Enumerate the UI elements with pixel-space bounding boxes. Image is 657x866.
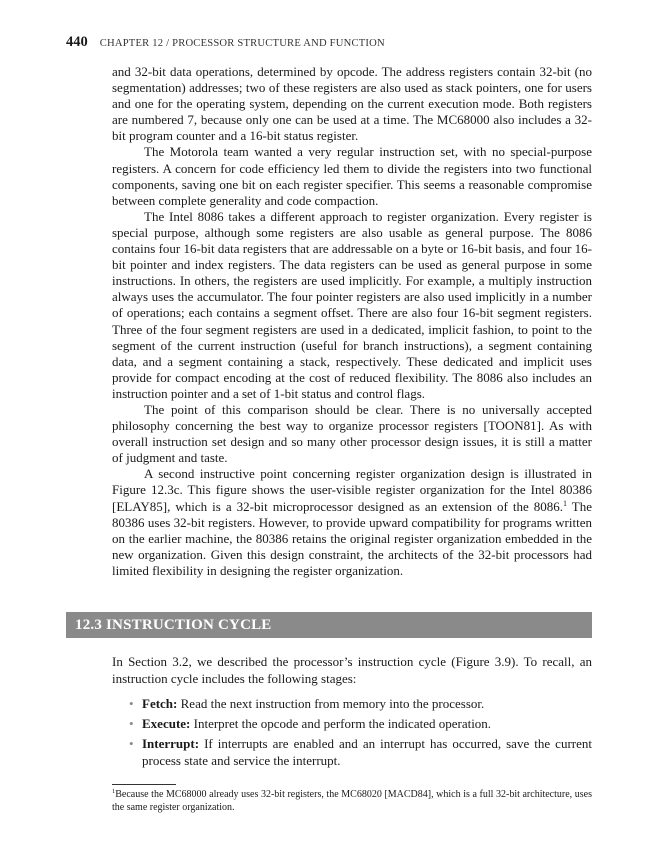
stage-description: Interpret the opcode and perform the indicated operation. bbox=[190, 716, 492, 731]
footnote-divider bbox=[112, 784, 176, 785]
bullet-icon: • bbox=[129, 696, 134, 711]
stage-term: Interrupt: bbox=[142, 736, 200, 751]
page-number: 440 bbox=[66, 34, 88, 50]
footnote-text: Because the MC68000 already uses 32-bit registers, the MC68020 [MACD84], which is a full 32-bit architecture, uses the same register organization. bbox=[112, 789, 592, 813]
section-body bbox=[112, 653, 592, 772]
paragraph-80386-text: A second instructive point concerning register organization design is illustrated in Figure 12.3c. This figure shows the user-visible register organization for the Intel 80386 [ELAY85], which is a 32-bit microprocessor designed as an extension of the 8086. bbox=[112, 466, 592, 514]
stage-description: Read the next instruction from memory into the processor. bbox=[177, 696, 485, 711]
stage-term: Fetch: bbox=[142, 696, 178, 711]
body-text bbox=[112, 64, 592, 579]
footnote bbox=[112, 789, 592, 814]
footnote-mark: 1 bbox=[112, 788, 116, 795]
paragraph-comparison: The point of this comparison should be clear. There is no universally accepted philosophy concerning the best way to organize processor registers [TOON81]. As with overall instruction set design and so many other processor design issues, it is still a matter of judgment and taste. bbox=[112, 401, 592, 466]
list-item-interrupt bbox=[112, 735, 592, 769]
paragraph-motorola: The Motorola team wanted a very regular instruction set, with no special-purpose registers. A concern for code efficiency led them to divide the registers into two functional components, saving one bit on each register specifier. This seems a reasonable compromise between complete generality and code compaction. bbox=[112, 144, 592, 208]
bullet-icon: • bbox=[129, 736, 134, 751]
section-heading-band bbox=[66, 612, 592, 638]
paragraph-80386-text-cont: The 80386 uses 32-bit registers. However, to provide upward compatibility for programs written on the earlier machine, the 80386 retains the original register organization embedded in the new organization. Given this design constraint, the architects of the 32-bit processors had limited flexibility in designing the register organization. bbox=[112, 498, 592, 578]
paragraph-continuation: and 32-bit data operations, determined by opcode. The address registers contain 32-bit (no segmentation) addresses; two of these registers are also used as stack pointers, one for users and one for the operating system, depending on the current execution mode. Both registers are numbered 7, because only one can be used at a time. The MC68000 also includes a 32-bit program counter and a 16-bit status register. bbox=[112, 64, 592, 144]
list-item-execute bbox=[112, 715, 592, 732]
footnote-reference[interactable]: 1 bbox=[563, 498, 567, 508]
bullet-icon: • bbox=[129, 716, 134, 731]
paragraph-80386 bbox=[112, 466, 592, 579]
section-intro: In Section 3.2, we described the processor’s instruction cycle (Figure 3.9). To recall, an instruction cycle includes the following stages: bbox=[112, 654, 592, 686]
chapter-running-title: CHAPTER 12 / PROCESSOR STRUCTURE AND FUNCTION bbox=[99, 38, 385, 49]
stage-description: If interrupts are enabled and an interrupt has occurred, save the current process state and service the interrupt. bbox=[142, 736, 592, 768]
stage-list bbox=[112, 695, 592, 769]
section-heading: 12.3 INSTRUCTION CYCLE bbox=[75, 616, 272, 633]
stage-term: Execute: bbox=[142, 716, 191, 731]
paragraph-intel-8086: The Intel 8086 takes a different approach to register organization. Every register is special purpose, although some registers are also usable as general purpose. The 8086 contains four 16-bit data registers that are addressable on a byte or 16-bit basis, and four 16-bit pointer and index registers. The data registers can be used as general purpose in some instructions. In others, the registers are used implicitly. For example, a multiply instruction always uses the accumulator. The four pointer registers are also used implicitly in a number of operations; each contains a segment offset. There are also four 16-bit segment registers. Three of the four segment registers are used in a dedicated, implicit fashion, to point to the segment of the current instruction (useful for branch instructions), a segment containing data, and a segment containing a stack, respectively. These dedicated and implicit uses provide for compact encoding at the cost of reduced flexibility. The 8086 also includes an instruction pointer and a set of 1-bit status and control flags. bbox=[112, 208, 592, 401]
list-item-fetch bbox=[112, 695, 592, 712]
running-head bbox=[66, 32, 596, 54]
